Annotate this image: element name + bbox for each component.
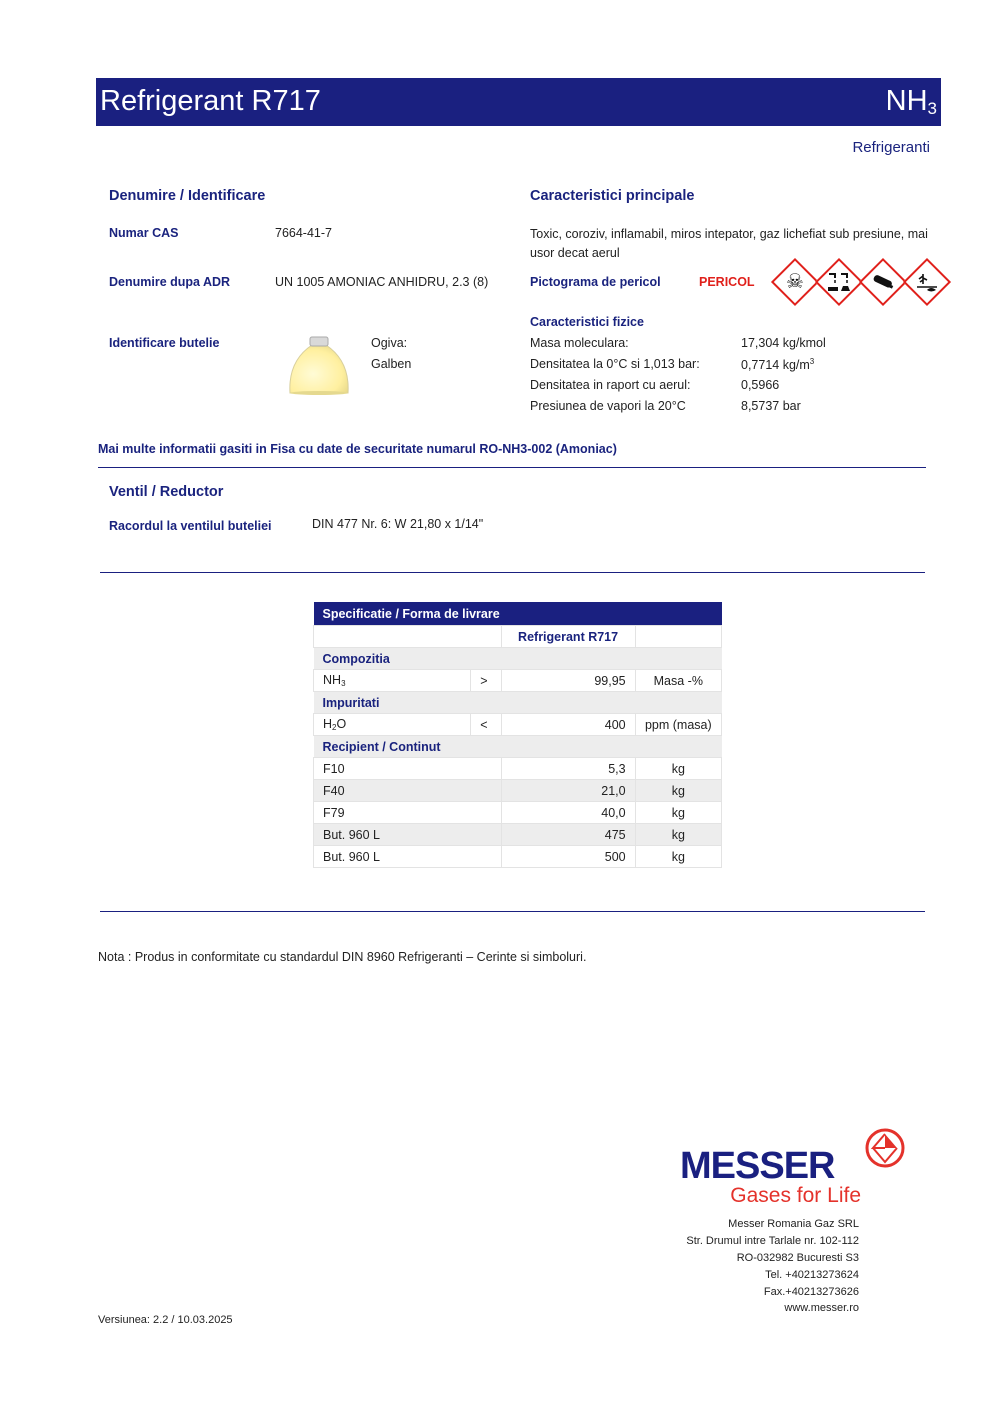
ogiva-color: Galben (371, 357, 412, 371)
physical-value: 17,304 kg/kmol (741, 336, 826, 350)
container-name: But. 960 L (314, 846, 502, 868)
container-value: 500 (501, 846, 635, 868)
impurities-heading: Impuritati (314, 692, 722, 714)
table-row (314, 824, 722, 846)
cylinder-cap-icon (284, 333, 354, 395)
environment-icon (905, 260, 949, 304)
nh3-value: 99,95 (501, 670, 635, 692)
spec-title: Specificatie / Forma de livrare (314, 602, 722, 626)
physical-value: 0,5966 (741, 378, 780, 392)
containers-heading: Recipient / Continut (314, 736, 722, 758)
h2o-name: $H_2O$ (314, 714, 471, 736)
pictogram-label: Pictograma de pericol (530, 275, 661, 289)
category-label: Refrigeranti (852, 139, 930, 156)
nh3-name: $NH_3$ (314, 670, 471, 692)
valve-heading: Ventil / Reductor (109, 484, 224, 500)
ogiva-label: Ogiva: (371, 336, 408, 350)
gas-cylinder-icon (861, 260, 905, 304)
h2o-unit: ppm (masa) (635, 714, 721, 736)
identification-heading: Denumire / Identificare (109, 188, 266, 204)
company-website[interactable]: www.messer.ro (784, 1302, 859, 1314)
physical-label: Densitatea la 0°C si 1,013 bar: (530, 357, 700, 371)
spec-product: Refrigerant R717 (501, 626, 635, 648)
valve-connection-value: DIN 477 Nr. 6: W 21,80 x 1/14" (312, 517, 484, 531)
document-version: Versiunea: 2.2 / 10.03.2025 (98, 1314, 233, 1326)
company-name: Messer Romania Gaz SRL (728, 1218, 859, 1230)
characteristics-heading: Caracteristici principale (530, 188, 695, 204)
container-unit: kg (635, 802, 721, 824)
company-fax: Fax.+40213273626 (763, 1286, 859, 1298)
table-row (314, 780, 722, 802)
container-value: 5,3 (501, 758, 635, 780)
cylinder-label: Identificare butelie (109, 336, 220, 350)
container-name: But. 960 L (314, 824, 502, 846)
container-value: 475 (501, 824, 635, 846)
divider (98, 467, 926, 468)
standard-note: Nota : Produs in conformitate cu standardul DIN 8960 Refrigeranti – Cerinte si simboluri. (98, 950, 587, 964)
company-tagline: Gases for Life (730, 1184, 861, 1207)
company-city: RO-032982 Bucuresti S3 (736, 1252, 859, 1264)
chemical-formula: $NH_3$ (885, 85, 937, 118)
container-name: F40 (314, 780, 502, 802)
container-unit: kg (635, 846, 721, 868)
messer-logo-icon (864, 1127, 908, 1171)
cas-value: 7664-41-7 (275, 226, 332, 240)
divider (100, 572, 925, 573)
composition-heading: Compozitia (314, 648, 722, 670)
container-value: 40,0 (501, 802, 635, 824)
physical-value: 0,7714 $kg/m^3$ (741, 357, 815, 372)
nh3-operator: > (471, 670, 501, 692)
skull-crossbones-icon: ☠ (773, 260, 817, 304)
table-row (314, 626, 722, 648)
physical-label: Densitatea in raport cu aerul: (530, 378, 691, 392)
h2o-operator: < (471, 714, 501, 736)
page-title: Refrigerant R717 (100, 85, 321, 117)
container-unit: kg (635, 780, 721, 802)
adr-label: Denumire dupa ADR (109, 275, 231, 289)
table-row (314, 846, 722, 868)
table-row (314, 670, 722, 692)
characteristics-description: Toxic, coroziv, inflamabil, miros intepator, gaz lichefiat sub presiune, mai usor decat aerul (530, 227, 928, 260)
physical-label: Masa moleculara: (530, 336, 629, 350)
physical-label: Presiunea de vapori la 20°C (530, 399, 686, 413)
company-street: Str. Drumul intre Tarlale nr. 102-112 (686, 1235, 859, 1247)
container-unit: kg (635, 758, 721, 780)
table-row (314, 714, 722, 736)
h2o-value: 400 (501, 714, 635, 736)
title-bar (96, 78, 941, 126)
sds-note: Mai multe informatii gasiti in Fisa cu date de securitate numarul RO-NH3-002 (Amoniac) (98, 442, 617, 456)
cas-label: Numar CAS (109, 226, 179, 240)
nh3-unit: Masa -% (635, 670, 721, 692)
adr-value: UN 1005 AMONIAC ANHIDRU, 2.3 (8) (275, 275, 489, 289)
divider (100, 911, 925, 912)
container-name: F79 (314, 802, 502, 824)
container-name: F10 (314, 758, 502, 780)
specification-table (313, 602, 722, 868)
company-tel: Tel. +40213273624 (765, 1269, 859, 1281)
container-value: 21,0 (501, 780, 635, 802)
container-unit: kg (635, 824, 721, 846)
corrosion-icon (817, 260, 861, 304)
table-row (314, 758, 722, 780)
valve-connection-label: Racordul la ventilul buteliei (109, 519, 272, 533)
company-logo: MESSER (680, 1145, 835, 1187)
physical-value: 8,5737 bar (741, 399, 801, 413)
physical-heading: Caracteristici fizice (530, 315, 644, 329)
table-row (314, 802, 722, 824)
danger-word: PERICOL (699, 275, 755, 289)
